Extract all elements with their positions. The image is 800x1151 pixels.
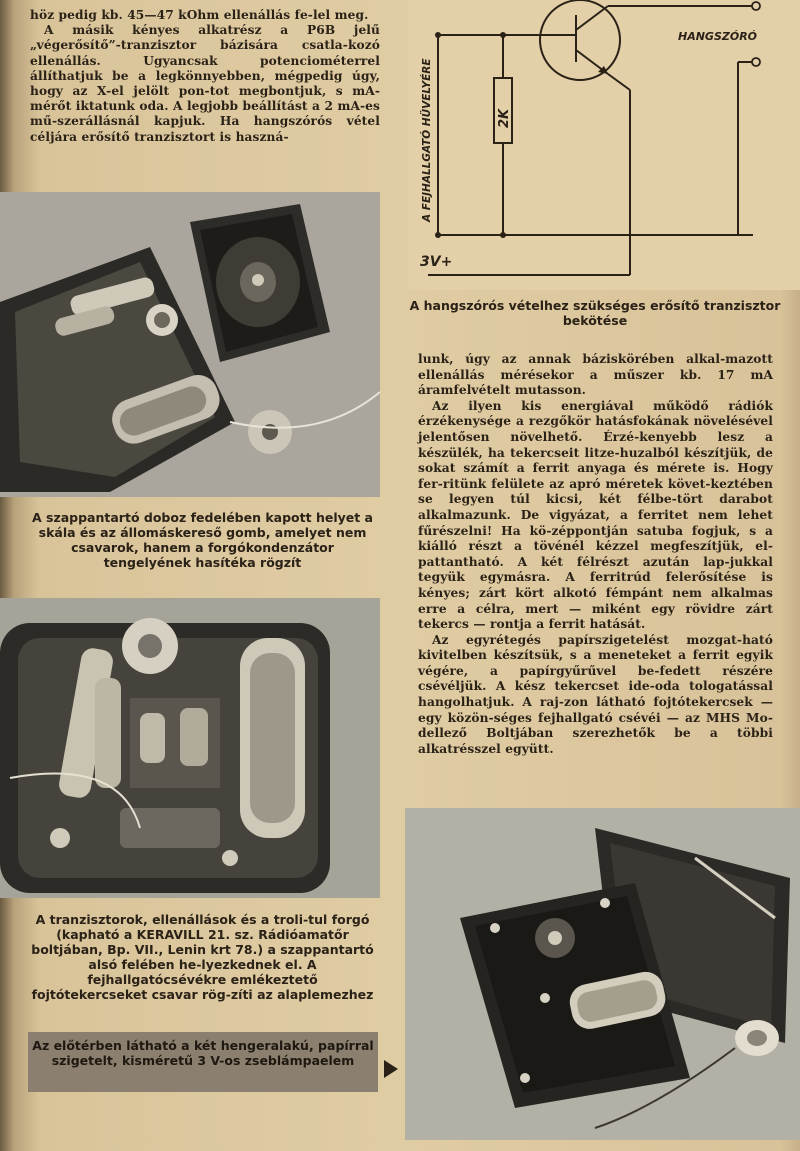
right-paragraph-2: Az ilyen kis energiával működő rádiók érzékenysége a rezgőkör hatásfokának növelésével jelentősen növelhető. Érzé-kenyebb lesz a készülék, ha tekercseit litze-huzalból készítjük, de sokat számít a ferrit anyaga és mérete is. Hogy fer-ritünk felülete az apró méretek követ-keztében se legyen túl kicsi, két félbe-tört darabot alkalmazunk. De vigyázat, a ferritet nem lehet fűrészelni! Ha kö-zéppontján satuba fogjuk, s a kiálló részt a tövénél kézzel megfeszítjük, el-pattantható. A két félrészt azután lap-jukkal tegyük egymásra. A ferritrúd felerősítése is kényes; zárt kört alkotó fémpánt nem alkalmas erre a célra, mert — miként egy rövidre zárt tekercs — rontja a ferrit hatását. (418, 398, 773, 632)
right-paragraph-3: Az egyrétegés papírszigetelést mozgat-ható kivitelben készítsük, s a meneteket a ferrit egyik végére, a papírgyűrűvel be-fedett részére csévéljük. A kész tekercset ide-oda tologatással hangolhatjuk. A raj-zon látható fojtótekercsek — egy közön-séges fejhallgató csévéi — az MHS Mo-dellező Boltjában szerezhetők be a többi alkatrésszel együtt. (418, 632, 773, 756)
right-text (418, 352, 773, 757)
photo-soapbox-lid (0, 192, 380, 497)
pointer-arrow-icon (384, 1060, 398, 1078)
left-top-text (30, 8, 380, 145)
caption-photo-2: A tranzisztorok, ellenállások és a troli-tul forgó (kapható a KERAVILL 21. sz. Rádióamatőr boltjában, Bp. VII., Lenin krt 78.) a szappantartó alsó felében he-lyezkednek el. A fejhallgatócsévékre emlékeztető fojtótekercseket csavar rög-zíti az alaplemezhez (31, 912, 374, 1002)
text-paragraph-1: höz pedig kb. 45—47 kOhm ellenállás fe-lel meg. (30, 8, 369, 22)
caption-schematic: A hangszórós vételhez szükséges erősítő tranzisztor bekötése (409, 298, 781, 328)
schematic-label-speaker: HANGSZÓRÓ (678, 30, 758, 43)
schematic-diagram (408, 0, 800, 290)
text-paragraph-2: A másik kényes alkatrész a P6B jelű „végerősítő”-tranzisztor bázisára csatla-kozó ellenállás. Ugyancsak potenciométerrel állíthatjuk be a legkönnyebben, mégpedig úgy, hogy az X-el jelölt pon-tot megbontjuk, s mA-mérőt iktatunk oda. A legjobb beállítást a 2 mA-es mű-szerállásnál kapjuk. Ha hangszórós vétel céljára erősítő tranzisztort is haszná- (30, 23, 380, 144)
right-paragraph-1: lunk, úgy az annak báziskörében alkal-mazott ellenállás mérésekor a műszer kb. 17 mA áramfelvételt mutasson. (418, 352, 773, 398)
schematic-label-resistor: 2K (497, 108, 512, 128)
photo-finished-radio (405, 808, 800, 1140)
caption-photo-1: A szappantartó doboz fedelében kapott helyet a skála és az állomáskereső gomb, amelyet nem csavarok, hanem a forgókondenzátor tengelyének hasítéka rögzít (31, 510, 373, 570)
photo-soapbox-bottom (0, 598, 380, 898)
banner-caption: Az előtérben látható a két hengeralakú, papírral szigetelt, kisméretű 3 V-os zseblámpaelem (28, 1032, 378, 1092)
schematic-label-voltage: 3V+ (420, 254, 453, 270)
schematic-label-headphone: A FEJHALLGATÓ HÜVELYÉRE (421, 58, 433, 222)
